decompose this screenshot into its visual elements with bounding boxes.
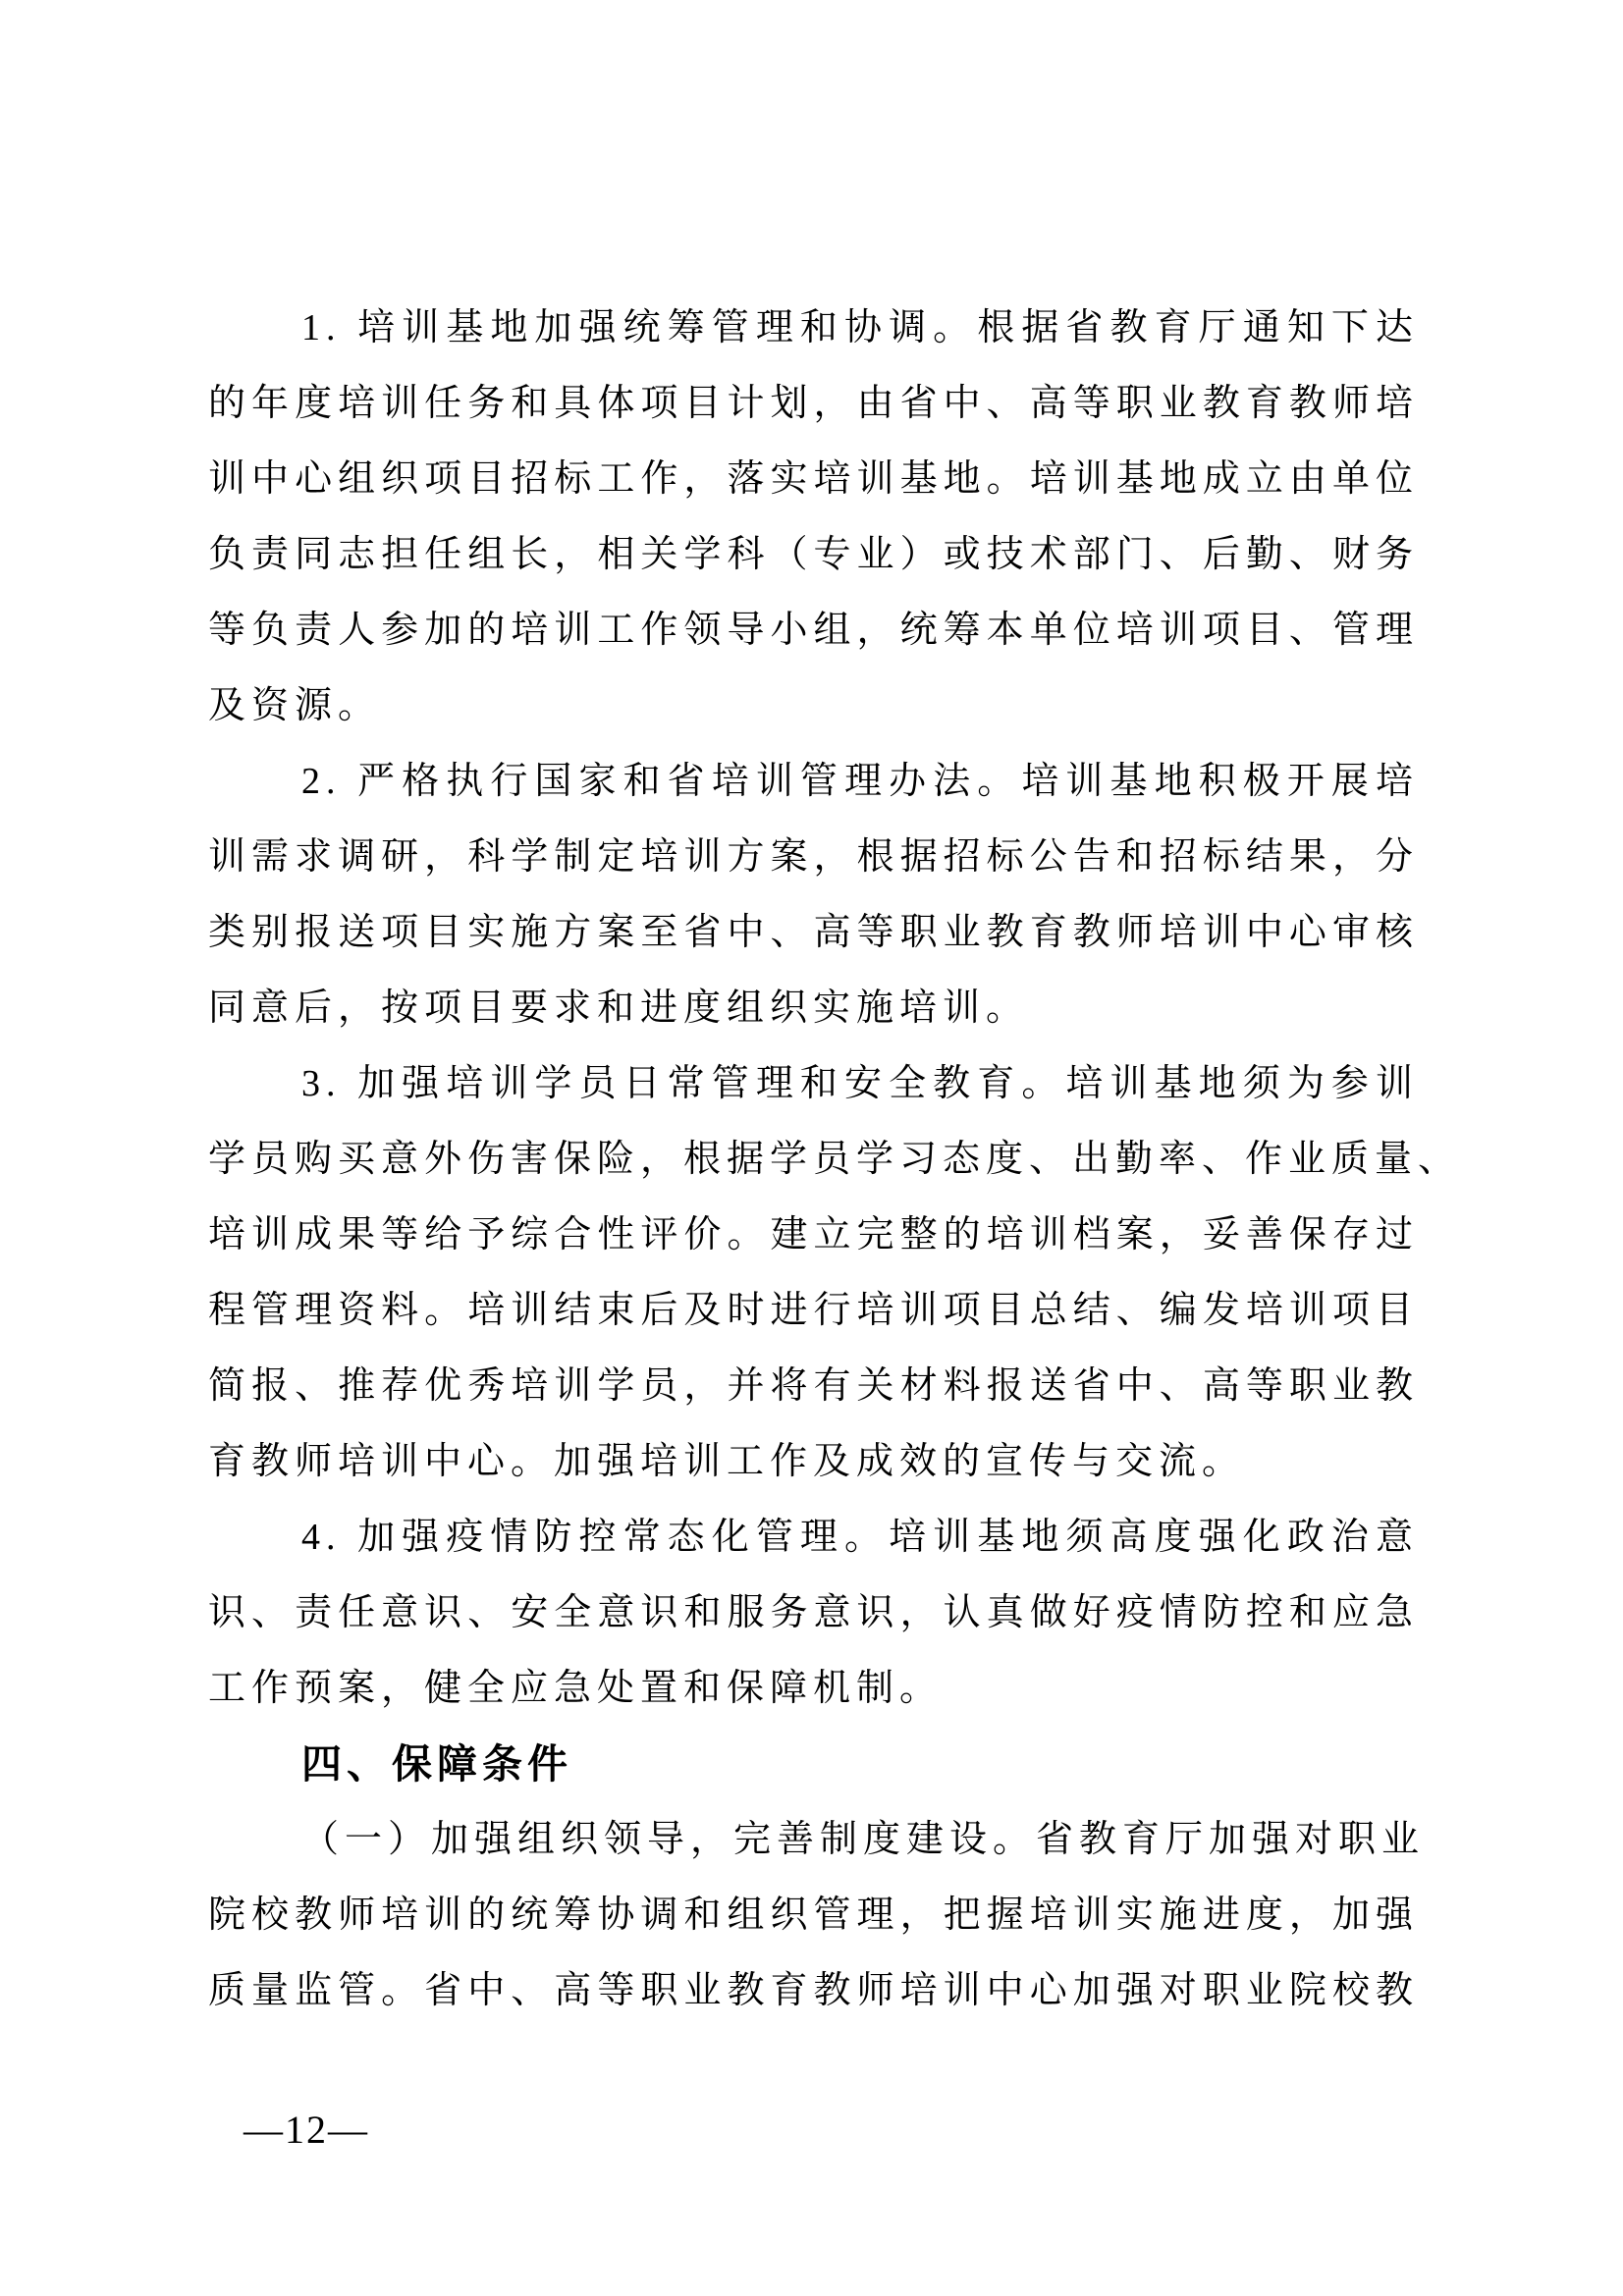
paragraph-4 <box>208 1500 1419 1727</box>
text-line: 负责同志担任组长，相关学科（专业）或技术部门、后勤、财务 <box>208 534 1419 575</box>
paragraph-2 <box>208 744 1419 1046</box>
text-line: 育教师培训中心。加强培训工作及成效的宣传与交流。 <box>208 1441 1246 1482</box>
text-line: 培训成果等给予综合性评价。建立完整的培训档案，妥善保存过 <box>208 1214 1419 1255</box>
text-line: 简报、推荐优秀培训学员，并将有关材料报送省中、高等职业教 <box>208 1365 1419 1407</box>
document-body <box>208 291 1462 2029</box>
text-line: 工作预案，健全应急处置和保障机制。 <box>208 1668 944 1709</box>
text-line: 识、责任意识、安全意识和服务意识，认真做好疫情防控和应急 <box>208 1592 1419 1633</box>
text-line <box>208 1802 1426 1878</box>
text-line: 及资源。 <box>208 685 382 726</box>
text-line: 的年度培训任务和具体项目计划，由省中、高等职业教育教师培 <box>208 383 1419 424</box>
text-line: 学员购买意外伤害保险，根据学员学习态度、出勤率、作业质量、 <box>208 1139 1462 1180</box>
text-line: 训中心组织项目招标工作，落实培训基地。培训基地成立由单位 <box>208 458 1419 500</box>
text-line: 同意后，按项目要求和进度组织实施培训。 <box>208 988 1030 1029</box>
text-line: 3. 加强培训学员日常管理和安全教育。培训基地须为参训 <box>301 1063 1419 1104</box>
text-line: 质量监管。省中、高等职业教育教师培训中心加强对职业院校教 <box>208 1970 1419 2011</box>
section-heading-4: 四、保障条件 <box>301 1741 572 1787</box>
page-number: —12— <box>243 2108 369 2152</box>
paragraph-1 <box>208 291 1419 744</box>
paragraph-3 <box>208 1046 1462 1500</box>
text-line: 程管理资料。培训结束后及时进行培训项目总结、编发培训项目 <box>208 1290 1419 1331</box>
item-lead-sentence: （一）加强组织领导，完善制度建设。 <box>301 1819 1037 1860</box>
text-line: 训需求调研，科学制定培训方案，根据招标公告和招标结果，分 <box>208 836 1419 878</box>
item-lead-rest: 省教育厅加强对职业 <box>1036 1819 1426 1860</box>
text-line: 类别报送项目实施方案至省中、高等职业教育教师培训中心审核 <box>208 912 1419 953</box>
text-line: 2. 严格执行国家和省培训管理办法。培训基地积极开展培 <box>301 761 1419 802</box>
text-line: 4. 加强疫情防控常态化管理。培训基地须高度强化政治意 <box>301 1517 1419 1558</box>
text-line: 等负责人参加的培训工作领导小组，统筹本单位培训项目、管理 <box>208 610 1419 651</box>
text-line: 1. 培训基地加强统筹管理和协调。根据省教育厅通知下达 <box>301 307 1419 348</box>
paragraph-5 <box>208 1802 1426 2029</box>
text-line: 院校教师培训的统筹协调和组织管理，把握培训实施进度，加强 <box>208 1895 1419 1936</box>
